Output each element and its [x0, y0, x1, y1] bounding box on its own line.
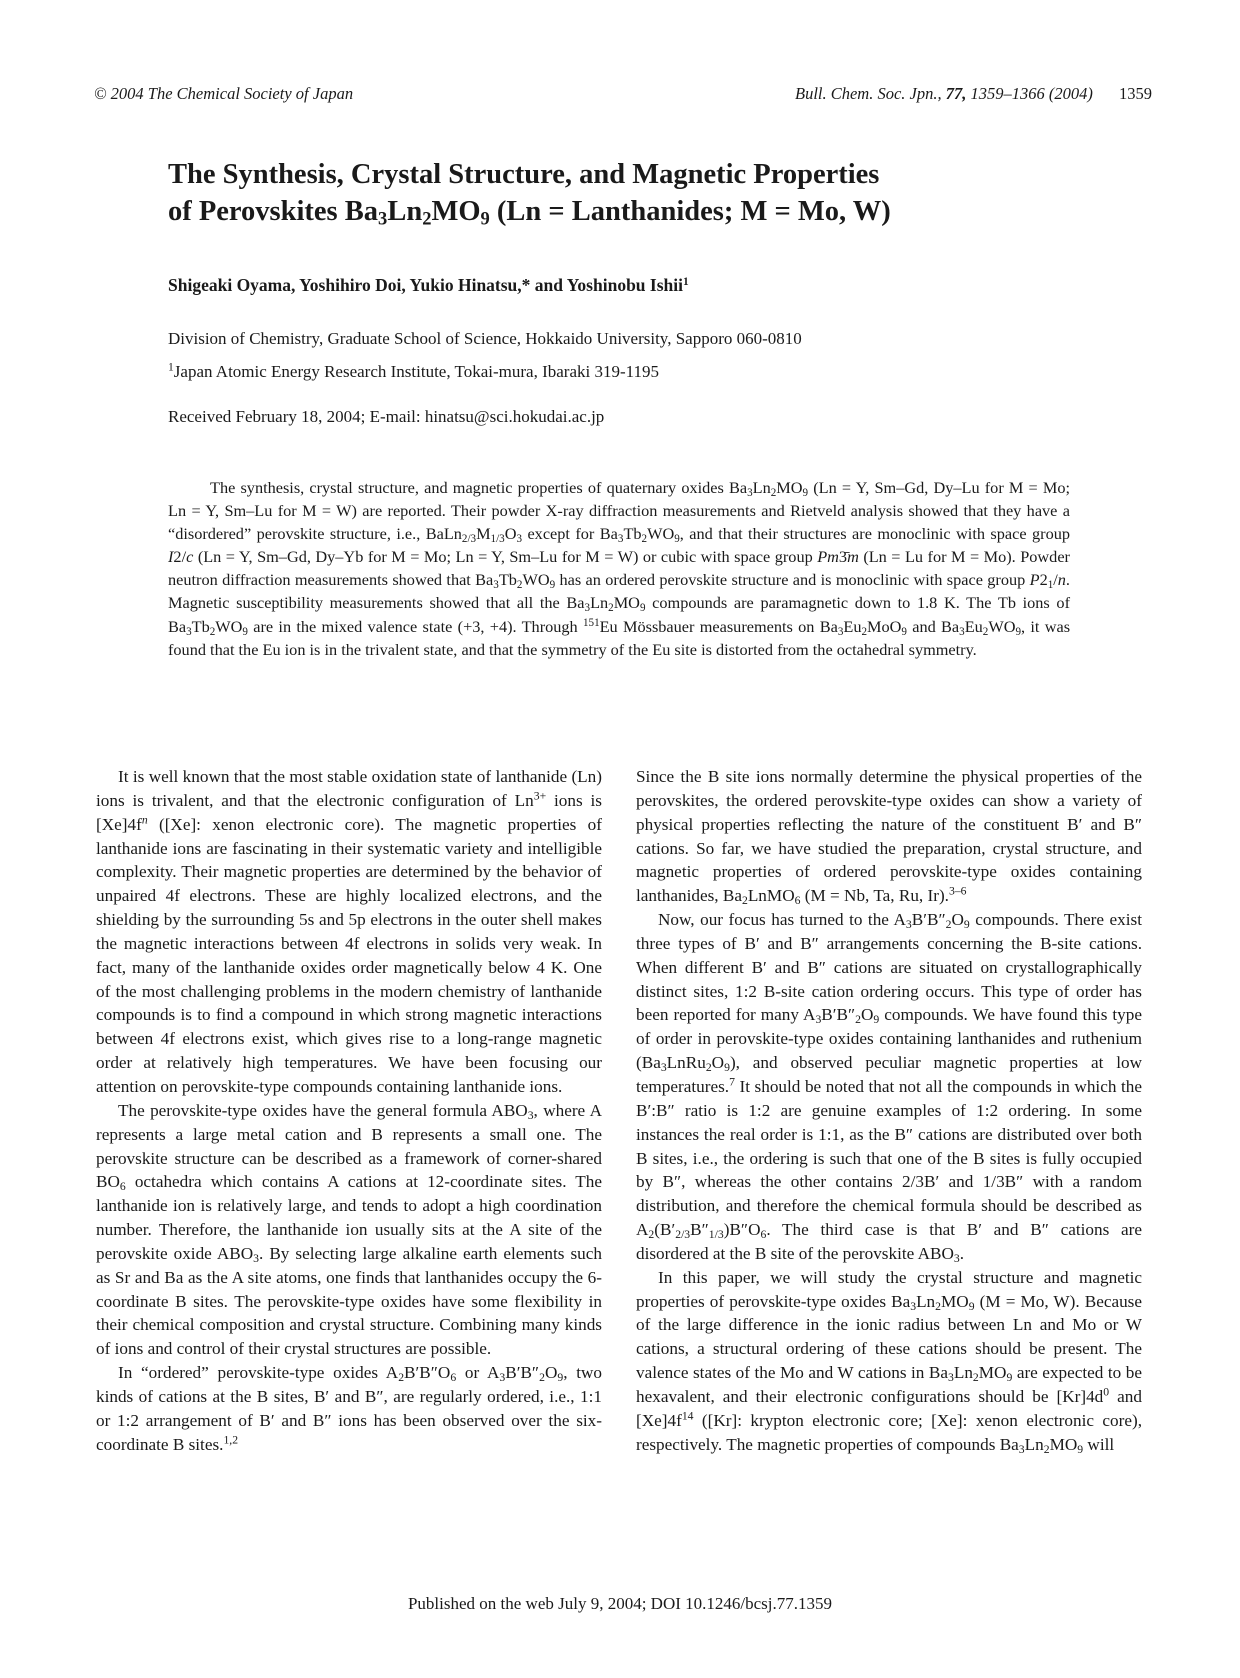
- publication-footer: Published on the web July 9, 2004; DOI 10.1246/bcsj.77.1359: [407, 1594, 833, 1613]
- author-list: Shigeaki Oyama, Yoshihiro Doi, Yukio Hinatsu,* and Yoshinobu Ishii$^1$: [168, 275, 689, 295]
- received-email-line: Received February 18, 2004; E-mail: hinatsu@sci.hokudai.ac.jp: [168, 407, 605, 426]
- affiliation-2: $^1$Japan Atomic Energy Research Institute, Tokai-mura, Ibaraki 319-1195: [168, 360, 660, 381]
- body-column-right: Since the B site ions normally determine the physical properties of the perovskites, the ordered perovskite-type oxides can show a variety of physical properties reflecting the nature of the constituent B′ and B″ cations. So far, we have studied the preparation, crystal structure, and magnetic properties of ordered perovskite-type oxides containing lanthanides, $Ba_2LnMO_6$ (M = Nb, Ta, Ru, Ir).$^{3-6}$ Now, our focus has turned to the $A_3B'B''_2O_9$ compounds. There exist three types of B′ and B″ arrangements concerning the B-site cations. When different B′ and B″ cations are situated on crystallographically distinct sites, 1:2 B-site cation ordering occurs. This type of order has been reported for many $A_3B'B''_2O_9$ compounds. We have found this type of order in perovskite-type oxides containing lanthanides and ruthenium $(Ba_3LnRu_2O_9)$, and observed peculiar magnetic properties at low temperatures.$^7$ It should be noted that not all the compounds in which the B′:B″ ratio is 1:2 are genuine examples of 1:2 ordering. In some instances the real order is 1:1, as the B″ cations are distributed over both B sites, i.e., the ordering is such that one of the B sites is fully occupied by B″, whereas the other contains 2/3B′ and 1/3B″ with a random distribution, and therefore the chemical formula should be described as $A_2(B'_{2/3}B''_{1/3})B''O_6$. The third case is that B′ and B″ cations are disordered at the B site of the perovskite $ABO_3$. In this paper, we will study the crystal structure and magnetic properties of perovskite-type oxides $Ba_3Ln_2MO_9$ (M = Mo, W). Because of the large difference in the ionic radius between Ln and Mo or W cations, a structural ordering of these cations should be present. The valence states of the Mo and W cations in $Ba_3Ln_2MO_9$ are expected to be hexavalent, and their electronic configurations should be $[Kr]4d^0$ and $[Xe]4f^{14}$ ([Kr]: krypton electronic core; [Xe]: xenon electronic core), respectively. The magnetic properties of compounds $Ba_3Ln_2MO_9$ will: [636, 767, 1142, 1456]
- abstract: The synthesis, crystal structure, and magnetic properties of quaternary oxides $Ba_3Ln_2MO_9$ (Ln = Y, Sm–Gd, Dy–Lu for M = Mo; Ln = Y, Sm–Lu for M = W) are reported. Their powder X-ray diffraction measurements and Rietveld analysis showed that they have a “disordered” perovskite structure, i.e., $BaLn_{2/3}M_{1/3}O_3$ except for $Ba_3Tb_2WO_9$, and that their structures are monoclinic with space group I2/c (Ln = Y, Sm–Gd, Dy–Yb for M = Mo; Ln = Y, Sm–Lu for M = W) or cubic with space group Pm3̄m (Ln = Lu for M = Mo). Powder neutron diffraction measurements showed that $Ba_3Tb_2WO_9$ has an ordered perovskite structure and is monoclinic with space group $P2_1/n$. Magnetic susceptibility measurements showed that all the $Ba_3Ln_2MO_9$ compounds are paramagnetic down to 1.8 K. The Tb ions of $Ba_3Tb_2WO_9$ are in the mixed valence state (+3, +4). Through $^{151}$Eu Mössbauer measurements on $Ba_3Eu_2MoO_9$ and $Ba_3Eu_2WO_9$, it was found that the Eu ion is in the trivalent state, and that the symmetry of the Eu site is distorted from the octahedral symmetry.: [168, 478, 1071, 659]
- journal-name: Bull. Chem. Soc. Jpn.,: [794, 84, 942, 103]
- page-number: 1359: [1119, 84, 1152, 103]
- title-line-1: The Synthesis, Crystal Structure, and Magnetic Properties: [168, 159, 880, 190]
- journal-pages: 1359–1366 (2004): [970, 84, 1093, 103]
- affiliation-1: Division of Chemistry, Graduate School of Science, Hokkaido University, Sapporo 060-0810: [168, 329, 802, 348]
- journal-citation: [795, 84, 1152, 104]
- paper-title: [168, 156, 1128, 230]
- title-line-2: of Perovskites $Ba_3Ln_2MO_9$ (Ln = Lanthanides; M = Mo, W): [168, 196, 891, 230]
- journal-volume: 77,: [945, 84, 967, 103]
- body-column-left: It is well known that the most stable oxidation state of lanthanide (Ln) ions is trivalent, and that the electronic configuration of $Ln^{3+}$ ions is $[Xe]4f^n$ ([Xe]: xenon electronic core). The magnetic properties of lanthanide ions are fascinating in their systematic variety and intelligible complexity. Their magnetic properties are determined by the behavior of unpaired 4f electrons. These are highly localized electrons, and the shielding by the surrounding 5s and 5p electrons in the outer shell makes the magnetic interactions between 4f electrons in solids very weak. In fact, many of the lanthanide oxides order magnetically below 4 K. One of the most challenging problems in the modern chemistry of lanthanide compounds is to find a compound in which strong magnetic interactions between 4f electrons exist, which gives rise to a long-range magnetic order at relatively high temperatures. We have been focusing our attention on perovskite-type compounds containing lanthanide ions. The perovskite-type oxides have the general formula $ABO_3$, where A represents a large metal cation and B represents a small one. The perovskite structure can be described as a framework of corner-shared $BO_6$ octahedra which contains A cations at 12-coordinate sites. The lanthanide ion is relatively large, and tends to adopt a high coordination number. Therefore, the lanthanide ion usually sits at the A site of the perovskite oxide $ABO_3$. By selecting large alkaline earth elements such as Sr and Ba as the A site atoms, one finds that lanthanides occupy the 6-coordinate B sites. The perovskite-type oxides have some flexibility in their chemical composition and crystal structure. Combining many kinds of ions and control of their crystal structures are possible. In “ordered” perovskite-type oxides $A_2B'B''O_6$ or $A_3B'B''_2O_9$, two kinds of cations at the B sites, B′ and B″, are regularly ordered, i.e., 1:1 or 1:2 arrangement of B′ and B″ ions has been observed over the six-coordinate B sites.$^{1,2}$: [96, 767, 603, 1454]
- copyright-notice: © 2004 The Chemical Society of Japan: [94, 84, 354, 103]
